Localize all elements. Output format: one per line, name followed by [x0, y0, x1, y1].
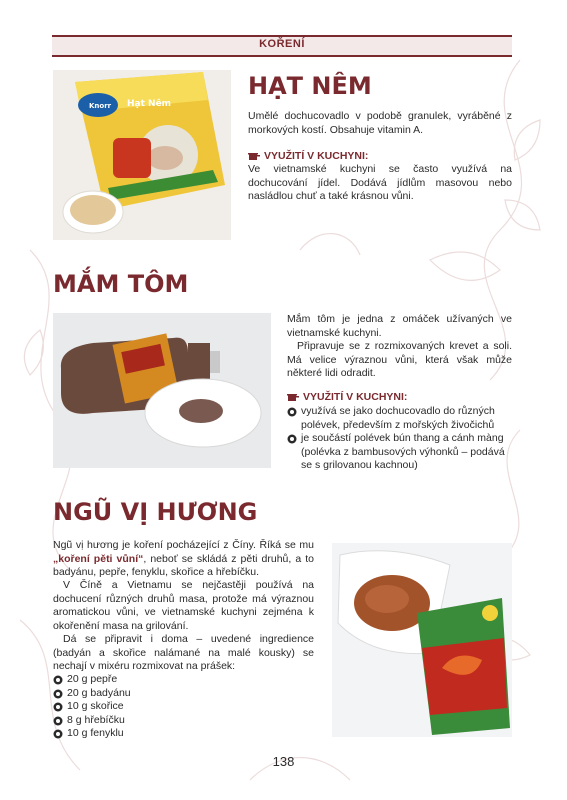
hat-nem-usage-heading	[248, 150, 368, 163]
mam-tom-usage-heading	[287, 391, 407, 404]
cooking-pot-icon	[287, 392, 299, 402]
mam-tom-description-1: Mắm tôm je jedna z omáček užívaných ve vietnamské kuchyni.	[287, 313, 512, 339]
mam-tom-photo	[53, 313, 271, 468]
list-item	[287, 405, 512, 432]
hat-nem-usage-text: Ve vietnamské kuchyni se často využívá na dochucování jídel. Dodává jídlům masovou nebo nasládlou chuť a také krásnou vůni.	[248, 163, 512, 202]
ingredient-text: 20 g badyánu	[67, 686, 131, 699]
list-item	[287, 432, 512, 473]
mam-tom-usage-list	[287, 405, 512, 473]
p1-text-before: Ngũ vị hương je koření pocházející z Číny. Říká se mu	[53, 539, 314, 551]
ingredient-list	[53, 673, 253, 741]
page-number: 138	[272, 754, 295, 769]
ngu-vi-huong-paragraph-3: Dá se připravit i doma – uvedené ingredience (badyán a skořice nalámané na malé kousky) se nechají v mixéru rozmixovat na prášek:	[53, 633, 314, 672]
list-item	[53, 673, 253, 687]
package-text: Hạt Nêm	[127, 99, 172, 109]
ingredient-text: 10 g skořice	[67, 700, 124, 712]
usage-heading-label: VYUŽITÍ V KUCHYNI:	[264, 150, 369, 162]
leaf-bullet-icon	[287, 407, 297, 417]
chapter-title: KOŘENÍ	[259, 38, 305, 50]
list-item	[53, 727, 253, 741]
ngu-vi-huong-paragraph-2: V Číně a Vietnamu se nejčastěji používá na dochucení různých druhů masa, protože má výraznou aromatickou vůni, ve vietnamské kuchyni zejména k okořenění masa na grilování.	[53, 579, 314, 632]
ingredient-text: 20 g pepře	[67, 673, 118, 685]
leaf-bullet-icon	[53, 702, 63, 712]
chapter-header	[52, 35, 512, 57]
list-item	[53, 700, 253, 714]
list-item	[53, 714, 253, 728]
list-item	[53, 687, 253, 701]
hat-nem-package-illustration	[53, 70, 231, 240]
brand-logo: Knorr	[89, 102, 112, 110]
mam-tom-bottle-illustration	[53, 313, 271, 468]
leaf-bullet-icon	[287, 434, 297, 444]
leaf-bullet-icon	[53, 716, 63, 726]
leaf-bullet-icon	[53, 729, 63, 739]
list-item-text: je součástí polévek bún thang a cánh màng (polévka z bambusových výhonků – podává se s grilovanou kachnou)	[301, 432, 505, 471]
list-item-text: využívá se jako dochucovadlo do různých polévek, především z mořských živočichů	[301, 405, 495, 431]
cooking-pot-icon	[248, 151, 260, 161]
ngu-vi-huong-paragraph-1	[53, 539, 314, 580]
ngu-vi-huong-photo	[332, 543, 512, 737]
hat-nem-title: HẠT NÊM	[248, 72, 372, 100]
ingredient-text: 8 g hřebíčku	[67, 713, 125, 726]
p1-highlight: „koření pěti vůní“	[53, 552, 144, 565]
ngu-vi-huong-title: NGŨ VỊ HƯƠNG	[53, 498, 258, 526]
ingredient-text: 10 g fenyklu	[67, 727, 124, 739]
leaf-bullet-icon	[53, 675, 63, 685]
five-spice-illustration	[332, 543, 512, 737]
hat-nem-photo	[53, 70, 231, 240]
usage-heading-label: VYUŽITÍ V KUCHYNI:	[303, 391, 408, 403]
mam-tom-title: MẮM TÔM	[53, 270, 189, 298]
mam-tom-description-2: Připravuje se z rozmixovaných krevet a soli. Má velice výraznou vůni, která však může některé lidi odradit.	[287, 340, 512, 379]
p1-text-after: , neboť se skládá z pěti druhů, a to badyánu, pepře, fenyklu, skořice a hřebíčku.	[53, 552, 314, 578]
leaf-bullet-icon	[53, 689, 63, 699]
hat-nem-description: Umělé dochucovadlo v podobě granulek, vyráběné z morkových kostí. Obsahuje vitamin A.	[248, 110, 512, 136]
